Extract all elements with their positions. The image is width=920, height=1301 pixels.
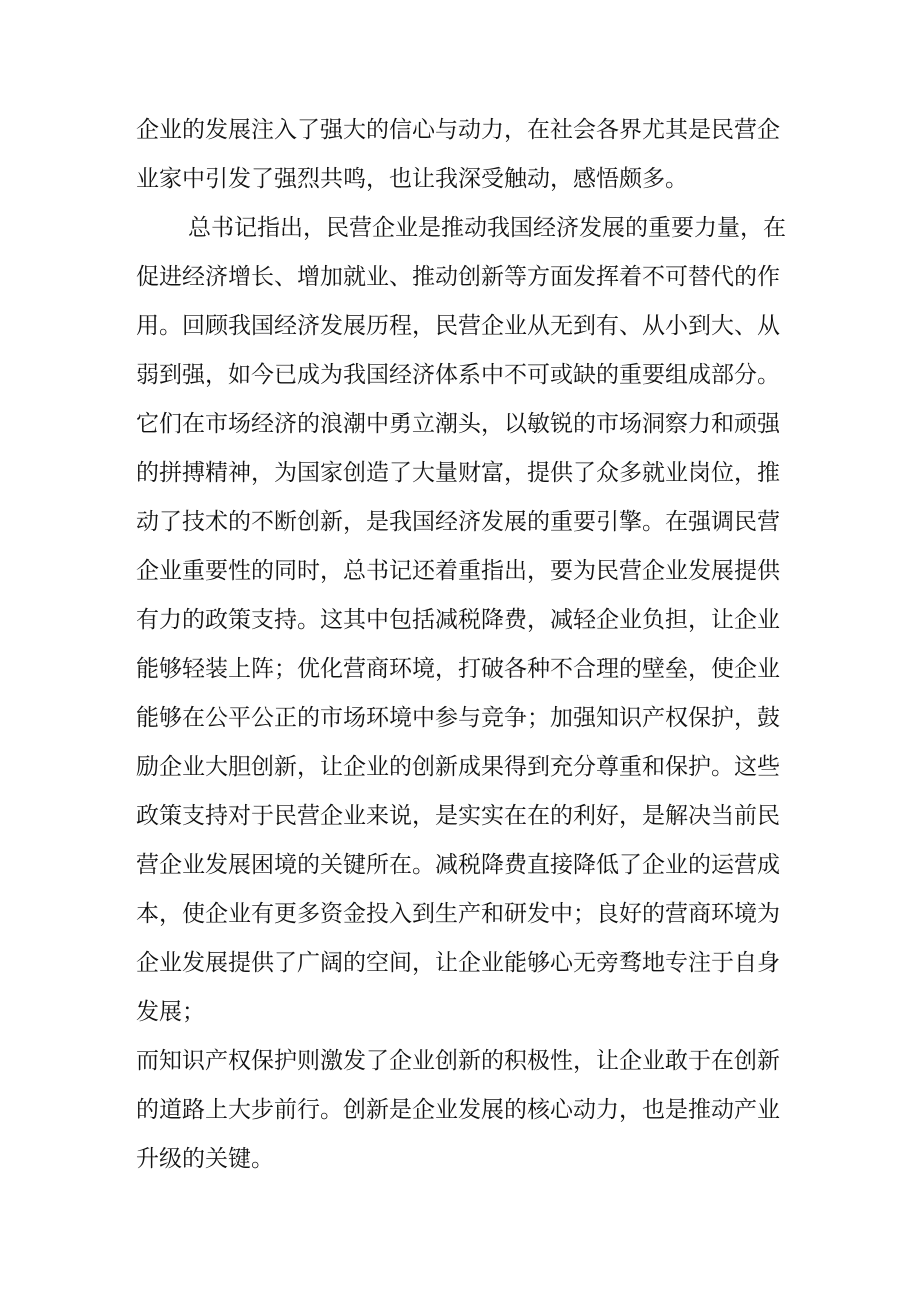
text-line: 本，使企业有更多资金投入到生产和研发中；良好的营商环境为 [136, 901, 780, 927]
text-line: 弱到强，如今已成为我国经济体系中不可或缺的重要组成部分。 [136, 362, 780, 388]
text-line: 而知识产权保护则激发了企业创新的积极性，让企业敢于在创新 [136, 1048, 780, 1074]
text-line: 发展； [136, 999, 205, 1025]
text-line: 总书记指出，民营企业是推动我国经济发展的重要力量，在 [188, 215, 786, 241]
text-line: 有力的政策支持。这其中包括减税降费，减轻企业负担，让企业 [136, 607, 780, 633]
text-line: 企业发展提供了广阔的空间，让企业能够心无旁骛地专注于自身 [136, 950, 780, 976]
text-line: 动了技术的不断创新，是我国经济发展的重要引擎。在强调民营 [136, 509, 780, 535]
text-line: 升级的关键。 [136, 1146, 274, 1172]
text-line: 营企业发展困境的关键所在。减税降费直接降低了企业的运营成 [136, 852, 780, 878]
text-line: 政策支持对于民营企业来说，是实实在在的利好，是解决当前民 [136, 803, 780, 829]
text-line: 能够轻装上阵；优化营商环境，打破各种不合理的壁垒，使企业 [136, 656, 780, 682]
text-line: 它们在市场经济的浪潮中勇立潮头，以敏锐的市场洞察力和顽强 [136, 411, 780, 437]
text-line: 用。回顾我国经济发展历程，民营企业从无到有、从小到大、从 [136, 313, 780, 339]
text-line: 能够在公平公正的市场环境中参与竞争；加强知识产权保护，鼓 [136, 705, 780, 731]
text-line: 业家中引发了强烈共鸣，也让我深受触动，感悟颇多。 [136, 166, 688, 192]
text-line: 企业重要性的同时，总书记还着重指出，要为民营企业发展提供 [136, 558, 780, 584]
text-line: 企业的发展注入了强大的信心与动力，在社会各界尤其是民营企 [136, 117, 780, 143]
text-line: 促进经济增长、增加就业、推动创新等方面发挥着不可替代的作 [136, 264, 780, 290]
text-line: 的道路上大步前行。创新是企业发展的核心动力，也是推动产业 [136, 1097, 780, 1123]
text-line: 励企业大胆创新，让企业的创新成果得到充分尊重和保护。这些 [136, 754, 780, 780]
text-line: 的拼搏精神，为国家创造了大量财富，提供了众多就业岗位，推 [136, 460, 780, 486]
